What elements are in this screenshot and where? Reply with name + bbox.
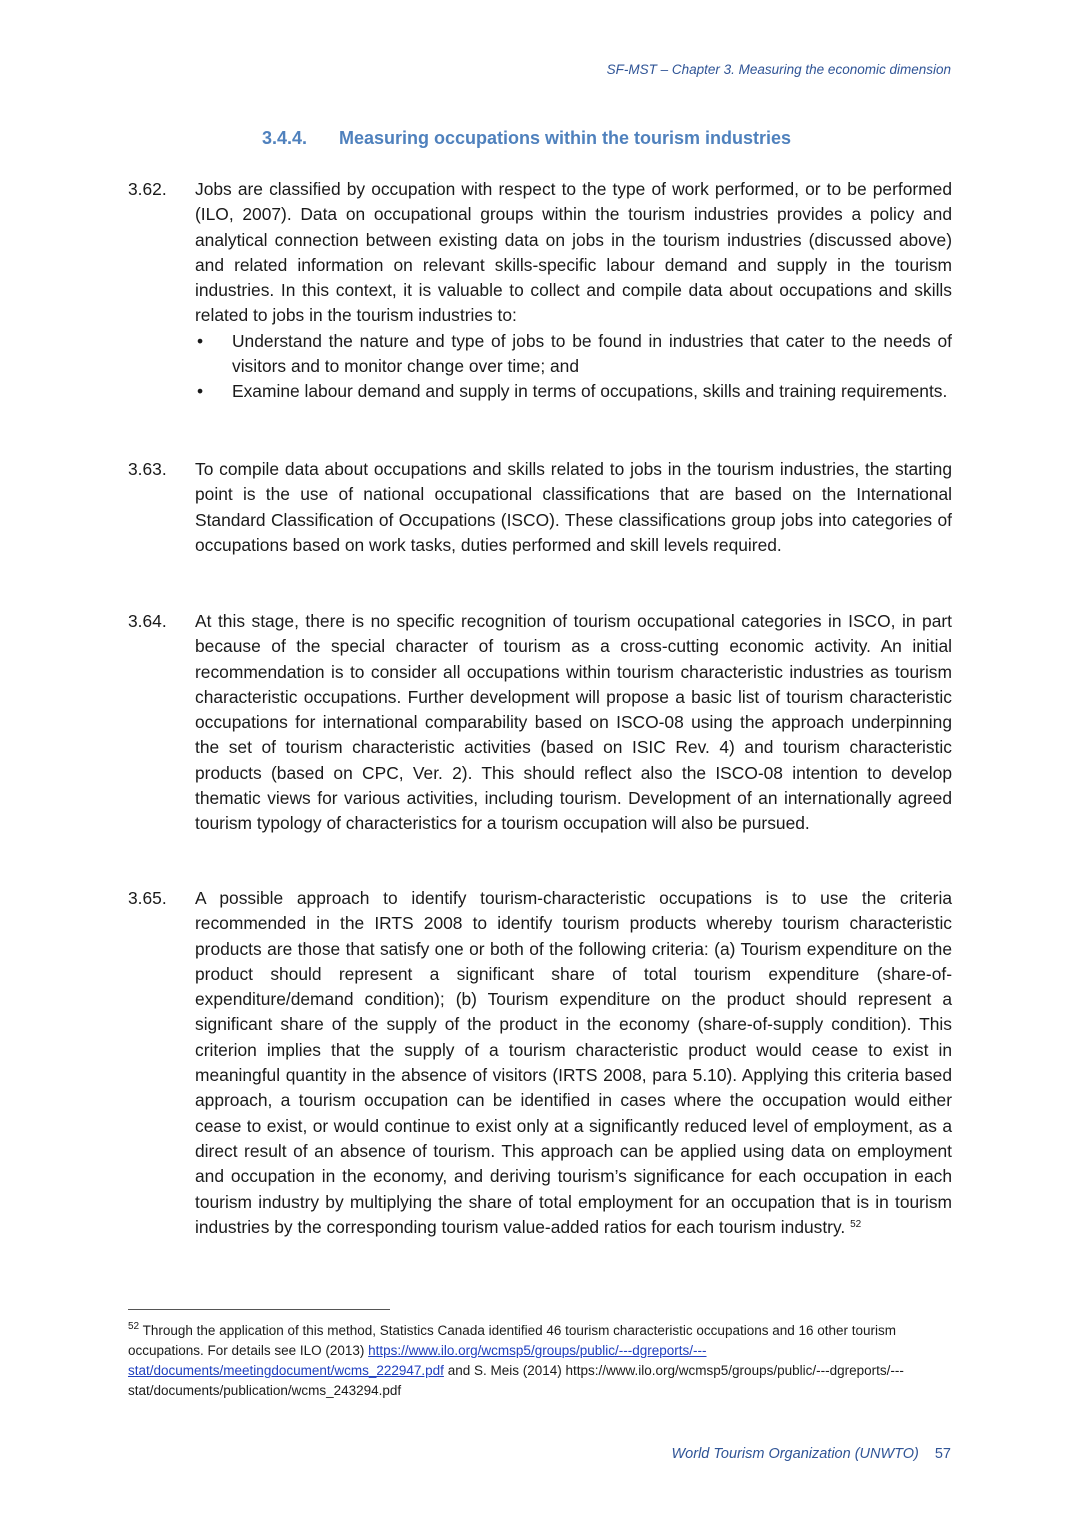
footnote-text: Through the application of this method, Statistics Canada identified 46 tourism characteristic occupations and 16 other tourism occupations. For details see ILO (2013) xyxy=(128,1323,897,1358)
footnote-reference[interactable]: 52 xyxy=(850,1218,862,1230)
paragraph-text: Jobs are classified by occupation with respect to the type of work performed, or to be performed (ILO, 2007). Data on occupational groups within the tourism industries provides a policy and analytical connection between existing data on jobs in the tourism industries (discussed above) and related information on relevant skills-specific labour demand and supply in the tourism industries. In this context, it is valuable to collect and compile data about occupations and skills related to jobs in the tourism industries to: xyxy=(195,179,952,326)
bullet-list xyxy=(195,329,952,405)
footnote xyxy=(128,1321,928,1401)
bullet-icon: • xyxy=(197,381,204,402)
bullet-icon: • xyxy=(197,330,204,351)
paragraph-text: To compile data about occupations and skills related to jobs in the tourism industries, the starting point is the use of national occupational classifications that are based on the International Standard Classification of Occupations (ISCO). These classifications group jobs into categories of occupations based on work tasks, duties performed and skill levels required. xyxy=(195,459,952,555)
footer-organization: World Tourism Organization (UNWTO) xyxy=(671,1446,919,1462)
footnote-divider xyxy=(128,1309,390,1310)
paragraph-3-65 xyxy=(128,886,952,1240)
running-header: SF-MST – Chapter 3. Measuring the economic dimension xyxy=(606,62,951,77)
paragraph-text xyxy=(195,886,952,1240)
paragraph-number: 3.64. xyxy=(128,611,167,631)
paragraph-text: At this stage, there is no specific recognition of tourism occupational categories in ISCO, in part because of the special character of tourism as a cross-cutting economic activity. An initial recommendation is to consider all occupations within tourism characteristic industries as tourism characteristic occupations. Further development will propose a basic list of tourism characteristic occupations for international comparability based on ISCO-08 using the approach underpinning the set of tourism characteristic activities (based on ISIC Rev. 4) and tourism characteristic products (based on CPC, Ver. 2). This should reflect also the ISCO-08 intention to develop thematic views for various activities, including tourism. Development of an internationally agreed tourism typology of characteristics for a tourism occupation will also be pursued. xyxy=(195,611,952,834)
section-title: Measuring occupations within the tourism industries xyxy=(339,128,792,148)
footnote-link-ilo-2013[interactable]: https://www.ilo.org/wcmsp5/groups/public/---dgreports/---stat/documents/meetingdocument/wcms_222947.pdf xyxy=(128,1343,707,1378)
section-number: 3.4.4. xyxy=(262,128,308,148)
page-footer xyxy=(672,1446,952,1462)
paragraph-number: 3.63. xyxy=(128,459,167,479)
paragraph-3-63 xyxy=(128,457,952,558)
footnote-marker: 52 xyxy=(128,1321,140,1332)
page-number: 57 xyxy=(934,1446,951,1462)
paragraph-3-62 xyxy=(128,177,952,405)
list-item xyxy=(195,379,952,404)
list-item-text: Understand the nature and type of jobs to be found in industries that cater to the needs of visitors and to monitor change over time; and xyxy=(232,330,952,377)
paragraph-number: 3.65. xyxy=(128,888,167,908)
paragraph-body: A possible approach to identify tourism-characteristic occupations is to use the criteria recommended in the IRTS 2008 to identify tourism products whereby tourism characteristic products are those that satisfy one or both of the following criteria: (a) Tourism expenditure on the product should represent a significant share of total tourism expenditure (share-of-expenditure/demand condition); (b) Tourism expenditure on the product should represent a significant share of the supply of the product in the economy (share-of-supply condition). This criterion implies that the supply of a tourism characteristic product would cease to exist in meaningful quantity in the absence of visitors (IRTS 2008, para 5.10). Applying this criteria based approach, a tourism occupation can be identified in cases where the occupation would either cease to exist, or would continue to exist only at a significantly reduced level of employment, as a direct result of an absence of tourism. This approach can be applied using data on employment and occupation in the economy, and deriving tourism’s significance for each occupation in each tourism industry by multiplying the share of total employment for an occupation that is in tourism industries by the corresponding tourism value-added ratios for each tourism industry. xyxy=(195,888,952,1237)
paragraph-number: 3.62. xyxy=(128,179,167,199)
section-heading xyxy=(262,128,791,149)
paragraph-3-64 xyxy=(128,609,952,837)
footnote-text-after: and S. Meis (2014) https://www.ilo.org/wcmsp5/groups/public/---dgreports/---stat/documents/publication/wcms_243294.pdf xyxy=(128,1363,904,1398)
list-item-text: Examine labour demand and supply in terms of occupations, skills and training requirements. xyxy=(232,381,948,402)
list-item xyxy=(195,329,952,380)
